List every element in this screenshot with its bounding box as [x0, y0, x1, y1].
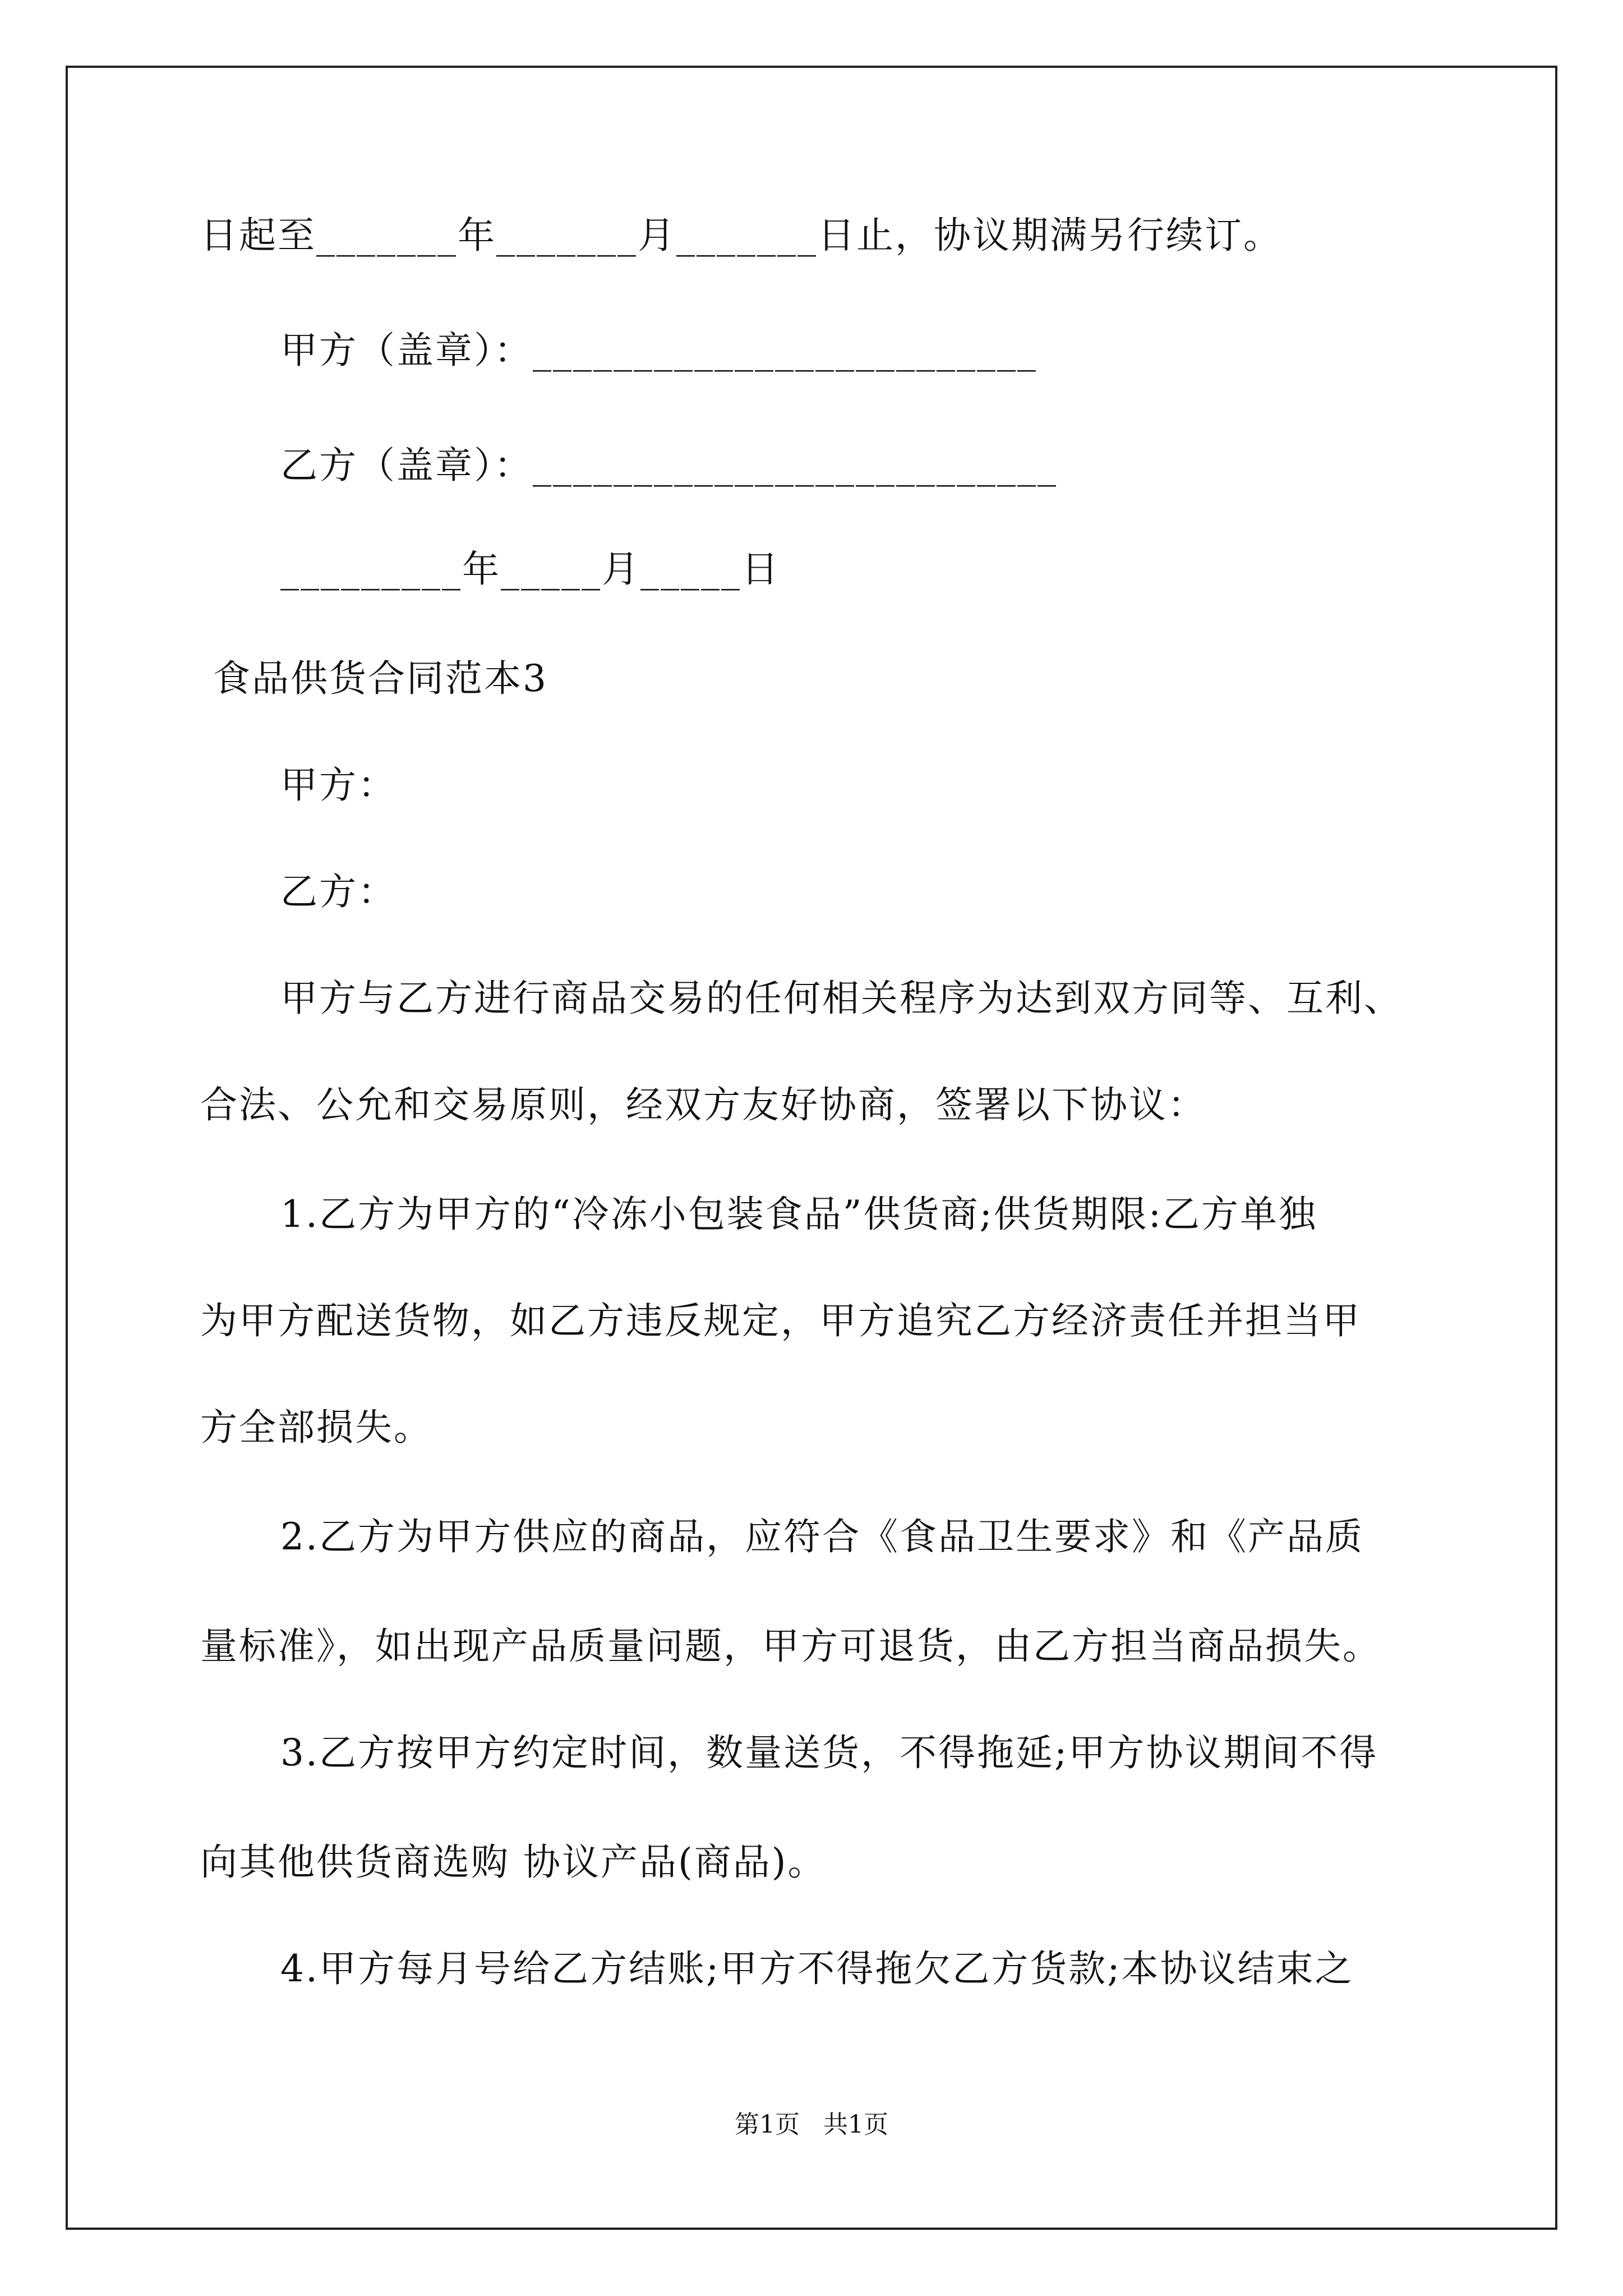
section-heading: 食品供货合同范本3 [213, 657, 548, 700]
page-border [66, 66, 1557, 2230]
text-line-clause-1a: 1.乙方为甲方的“冷冻小包装食品”供货商;供货期限:乙方单独 [280, 1193, 1317, 1236]
text-line-preamble-1: 甲方与乙方进行商品交易的任何相关程序为达到双方同等、互利、 [280, 977, 1403, 1020]
text-line-date-blank: _________年_____月_____日 [280, 547, 780, 591]
text-line-clause-4a: 4.甲方每月号给乙方结账;甲方不得拖欠乙方货款;本协议结束之 [280, 1947, 1354, 1990]
text-line-term-end: 日起至_______年_______月_______日止，协议期满另行续订。 [200, 214, 1282, 257]
text-line-party-b: 乙方： [280, 870, 396, 913]
text-line-clause-1b: 为甲方配送货物，如乙方违反规定，甲方追究乙方经济责任并担当甲 [200, 1299, 1361, 1342]
text-line-clause-2b: 量标准》，如出现产品质量问题，甲方可退货，由乙方担当商品损失。 [200, 1625, 1381, 1668]
text-line-clause-2a: 2.乙方为甲方供应的商品，应符合《食品卫生要求》和《产品质 [280, 1515, 1364, 1558]
text-line-party-b-seal: 乙方（盖章）：__________________________ [280, 444, 1058, 487]
text-line-preamble-2: 合法、公允和交易原则，经双方友好协商，签署以下协议： [200, 1083, 1206, 1126]
page-footer: 第1页 共1页 [735, 2110, 888, 2139]
text-line-clause-3a: 3.乙方按甲方约定时间，数量送货，不得拖延;甲方协议期间不得 [280, 1731, 1378, 1774]
text-line-party-a: 甲方： [280, 763, 396, 807]
text-line-clause-1c: 方全部损失。 [200, 1406, 432, 1449]
text-line-clause-3b: 向其他供货商选购 协议产品(商品)。 [200, 1841, 827, 1884]
text-line-party-a-seal: 甲方（盖章）：_________________________ [280, 329, 1038, 372]
